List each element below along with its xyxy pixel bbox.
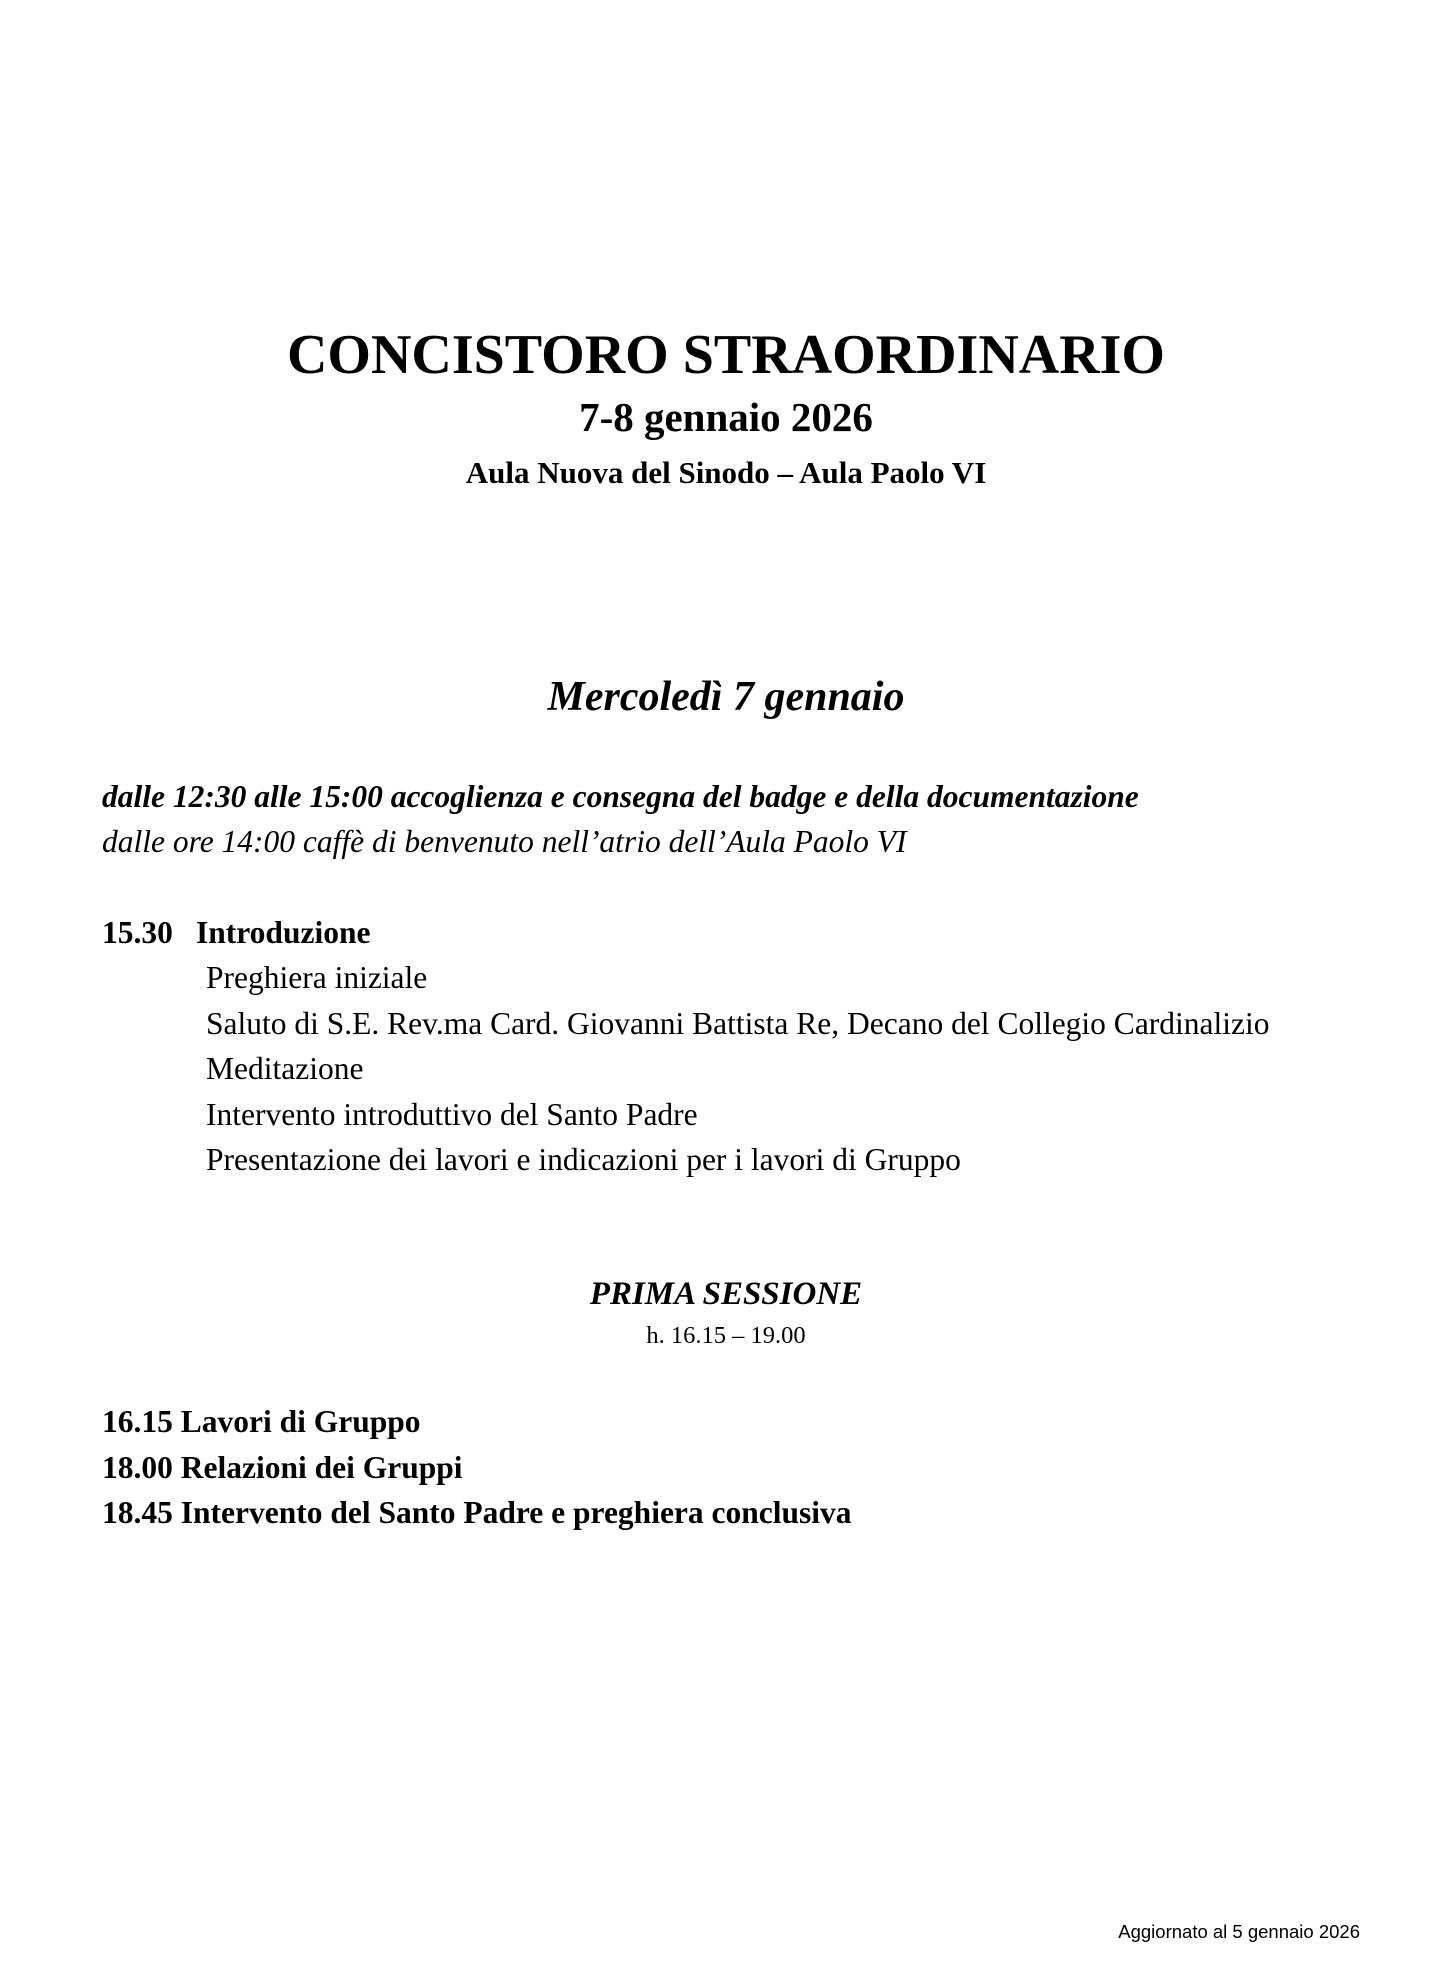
introduction-item: Saluto di S.E. Rev.ma Card. Giovanni Battista Re, Decano del Collegio Cardinalizio (206, 1006, 1270, 1041)
event-venue: Aula Nuova del Sinodo – Aula Paolo VI (465, 455, 987, 490)
agenda-item: 18.00 Relazioni dei Gruppi (102, 1450, 463, 1485)
welcome-coffee-line: dalle ore 14:00 caffè di benvenuto nell’atrio dell’Aula Paolo VI (102, 824, 907, 859)
introduction-time: 15.30 (102, 915, 173, 950)
introduction-title: Introduzione (196, 915, 371, 950)
agenda-item: 18.45 Intervento del Santo Padre e preghiera conclusiva (102, 1495, 852, 1530)
session-hours: h. 16.15 – 19.00 (646, 1322, 806, 1349)
agenda-item: 16.15 Lavori di Gruppo (102, 1404, 421, 1439)
day-heading: Mercoledì 7 gennaio (547, 674, 905, 720)
introduction-item: Intervento introduttivo del Santo Padre (206, 1097, 698, 1132)
introduction-item: Meditazione (206, 1051, 364, 1086)
document-title: CONCISTORO STRAORDINARIO (286, 324, 1165, 386)
introduction-heading (102, 913, 370, 953)
last-updated-note: Aggiornato al 5 gennaio 2026 (1118, 1921, 1360, 1942)
event-dates: 7-8 gennaio 2026 (579, 394, 873, 440)
introduction-item: Presentazione dei lavori e indicazioni per i lavori di Gruppo (206, 1142, 961, 1177)
welcome-registration-line: dalle 12:30 alle 15:00 accoglienza e consegna del badge e della documentazione (102, 779, 1139, 814)
session-title: PRIMA SESSIONE (589, 1276, 863, 1312)
introduction-item: Preghiera iniziale (206, 960, 428, 995)
